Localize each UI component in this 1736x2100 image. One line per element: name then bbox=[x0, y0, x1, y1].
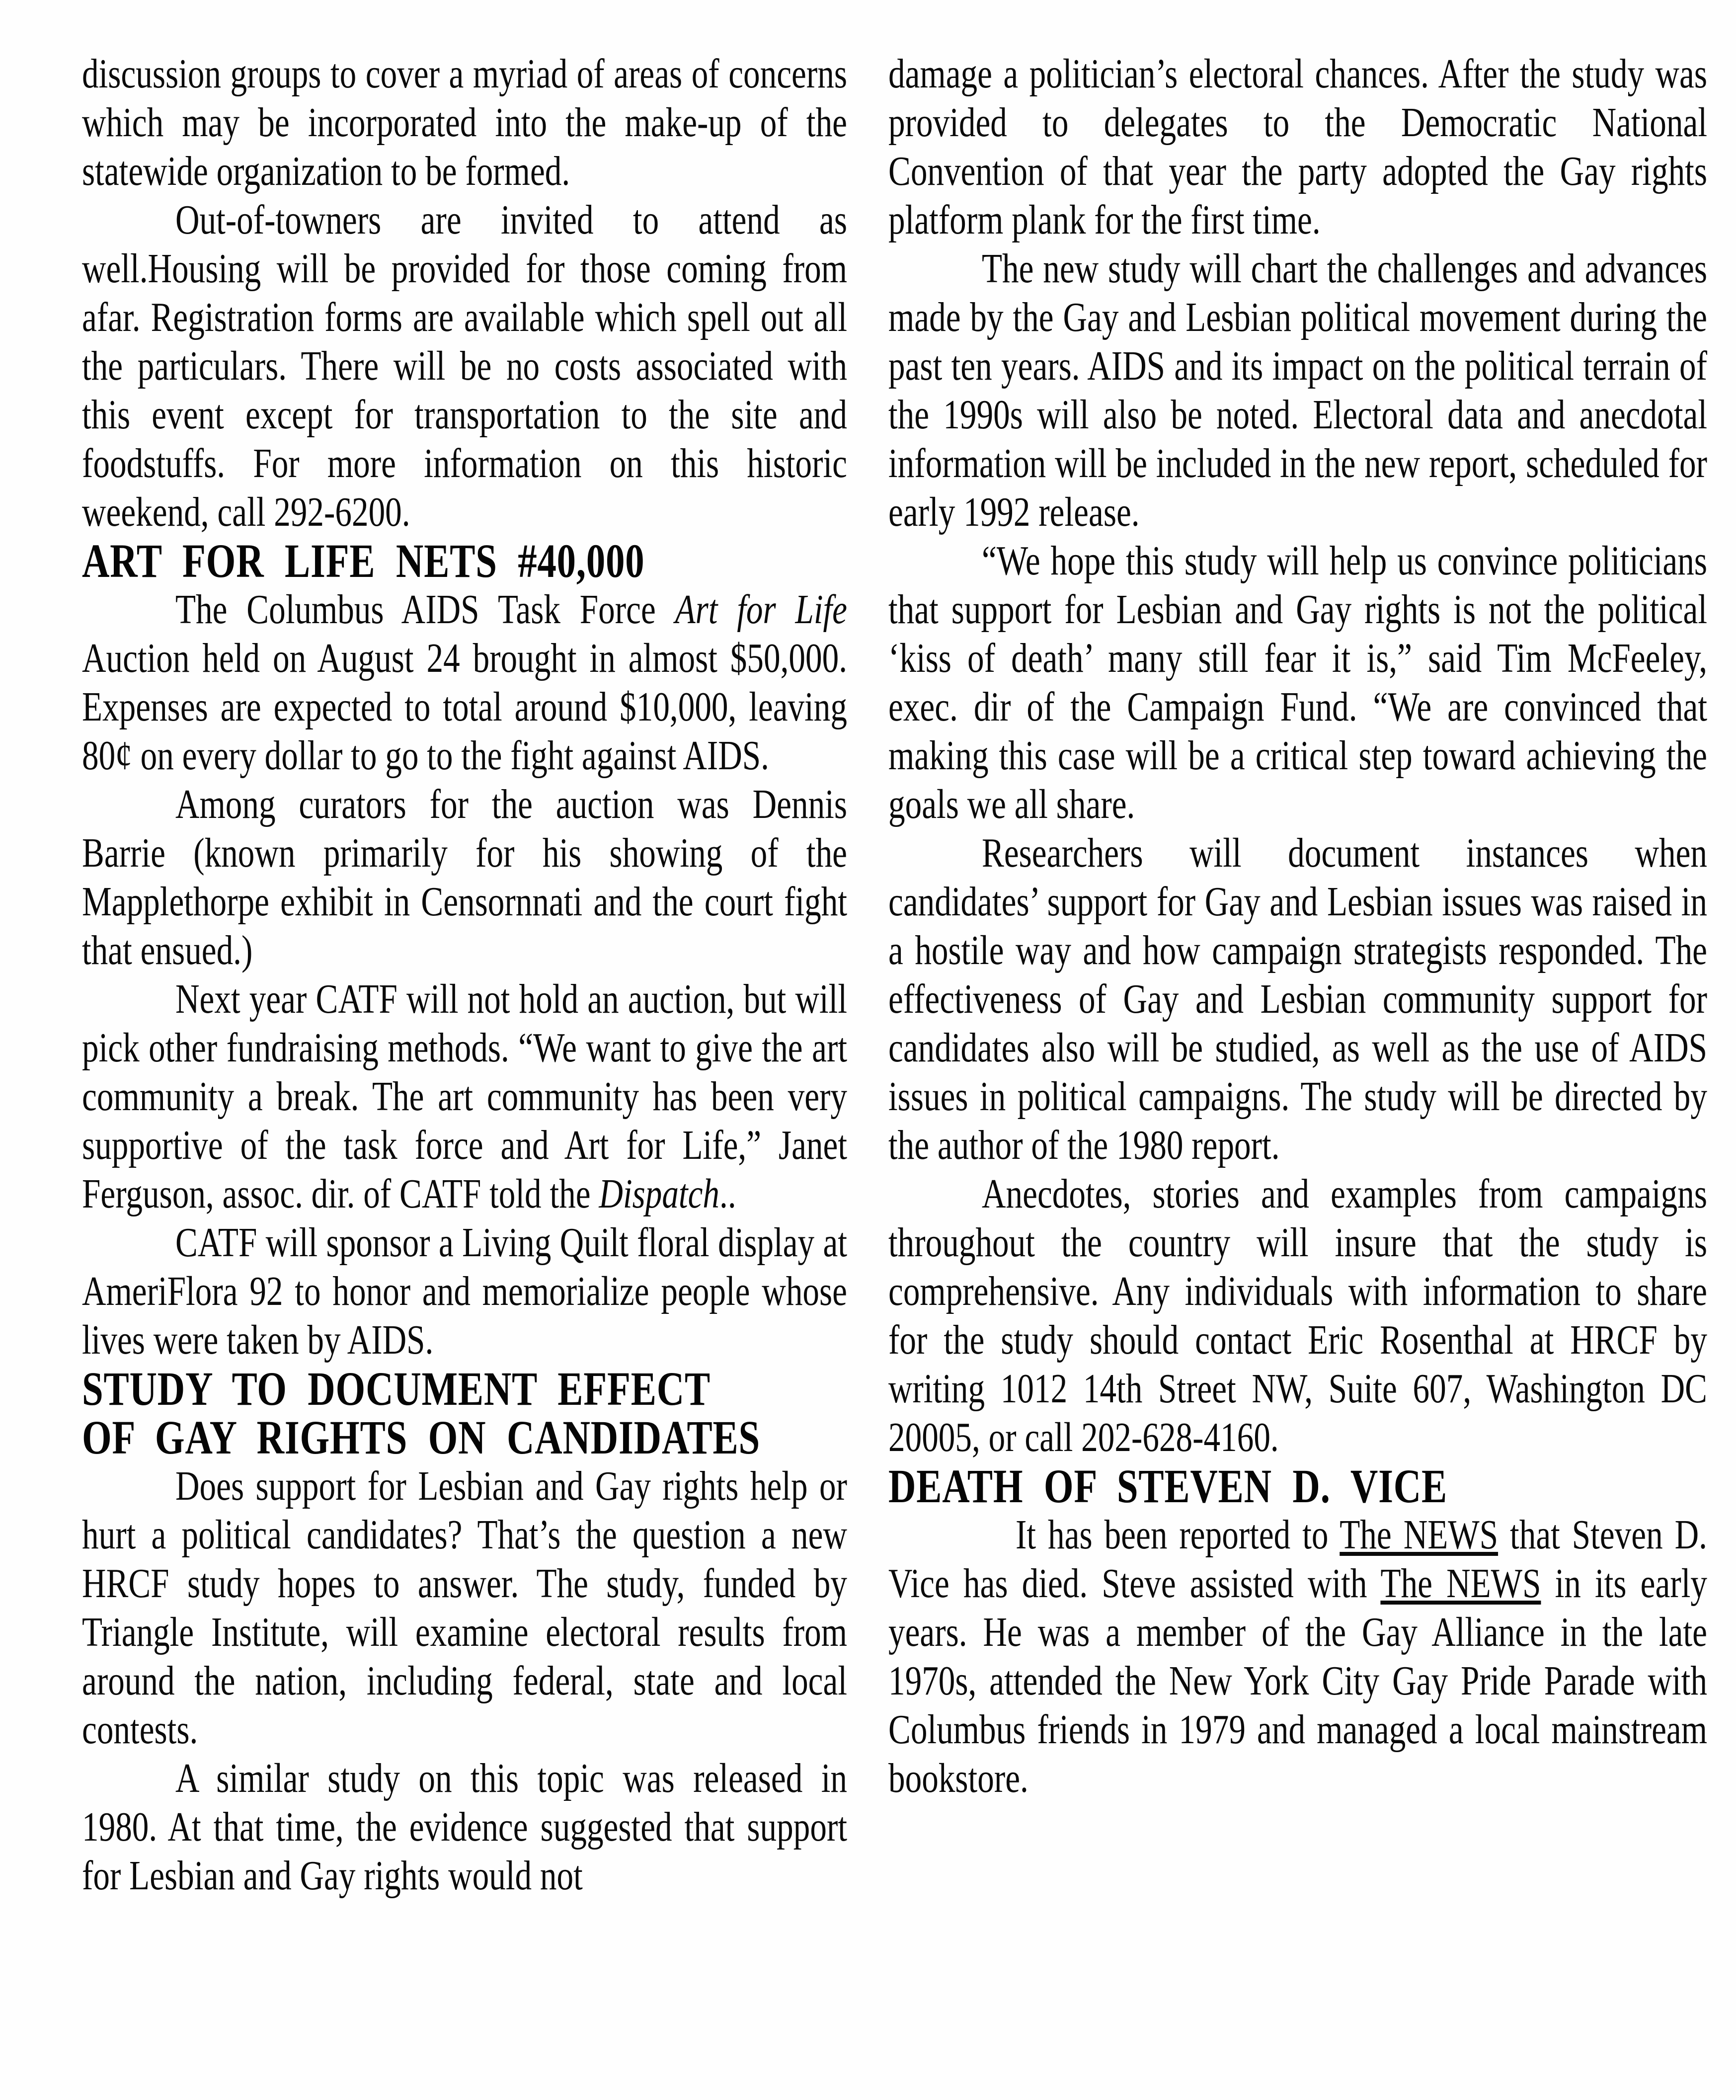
text-segment: Researchers will document instances when candidates’ support for Gay and Lesbian issues was raised in a hostile way and how campaign strategists responded. The effectiveness of Gay and Lesbian community support for candidates also will be studied, as well as the use of AIDS issues in political campaigns. The study will be directed by the author of the 1980 report. bbox=[888, 830, 1707, 1168]
paragraph bbox=[82, 1462, 847, 1754]
right-column-content bbox=[888, 50, 1707, 1803]
text-segment: that Steven D. Vice has died. Steve assisted with bbox=[888, 1512, 1707, 1607]
text-segment: It has been reported to bbox=[1016, 1512, 1340, 1558]
text-segment: in its early years. He was a member of the Gay Alliance in the late 1970s, attended the New York City Gay Pride Parade with Columbus friends in 1979 and managed a local mainstream bookstore. bbox=[888, 1560, 1707, 1801]
text-segment: “We hope this study will help us convince politicians that support for Lesbian and Gay rights is not the political ‘kiss of death’ many still fear it is,” said Tim McFeeley, exec. dir of the Campaign Fund. “We are convinced that making this case will be a critical step toward achieving the goals we all share. bbox=[888, 538, 1707, 827]
paragraph bbox=[82, 780, 847, 975]
section-heading bbox=[888, 1459, 1707, 1513]
paragraph bbox=[888, 537, 1707, 829]
text-segment: Among curators for the auction was Dennis Barrie (known primarily for his showing of the Mapplethorpe exhibit in Censornnati and the court fight that ensued.) bbox=[82, 781, 847, 973]
paragraph bbox=[82, 1754, 847, 1900]
section-heading-line: DEATH OF STEVEN D. VICE bbox=[888, 1459, 1448, 1513]
paragraph bbox=[888, 50, 1707, 244]
text-segment: The NEWS bbox=[1380, 1560, 1541, 1607]
text-segment: Art for Life bbox=[675, 586, 847, 633]
text-segment: Does support for Lesbian and Gay rights help or hurt a political candidates? That’s the question a new HRCF study hopes to answer. The study, funded by Triangle Institute, will examine electoral results from around the nation, including federal, state and local contests. bbox=[82, 1463, 847, 1753]
section-heading bbox=[82, 534, 847, 587]
text-segment: damage a politician’s electoral chances. After the study was provided to delegates to the Democratic National Convention of that year the party adopted the Gay rights platform plank for the first time. bbox=[888, 51, 1707, 243]
paragraph bbox=[888, 1170, 1707, 1462]
text-segment: The Columbus AIDS Task Force bbox=[175, 586, 675, 633]
right-column bbox=[888, 50, 1708, 1803]
text-segment: Anecdotes, stories and examples from campaigns throughout the country will insure that the study is comprehensive. Any individuals with information to share for the study should contact Eric Rosenthal at HRCF by writing 1012 14th Street NW, Suite 607, Washington DC 20005, or call 202-628-4160. bbox=[888, 1171, 1707, 1460]
section-heading-line: ART FOR LIFE NETS #40,000 bbox=[82, 534, 645, 587]
text-segment: Dispatch bbox=[599, 1171, 720, 1217]
paragraph bbox=[888, 244, 1707, 537]
section-heading-line: STUDY TO DOCUMENT EFFECT bbox=[82, 1362, 711, 1415]
text-segment: The NEWS bbox=[1340, 1512, 1499, 1558]
text-segment: Next year CATF will not hold an auction, but will pick other fundraising methods. “We want to give the art community a break. The art community has been very supportive of the task force and Art for Life,” Janet Ferguson, assoc. dir. of CATF told the bbox=[82, 976, 847, 1217]
paragraph bbox=[82, 196, 847, 537]
section-heading-line: OF GAY RIGHTS ON CANDIDATES bbox=[82, 1411, 761, 1464]
paragraph bbox=[888, 1511, 1707, 1803]
text-segment: The new study will chart the challenges and advances made by the Gay and Lesbian political movement during the past ten years. AIDS and its impact on the political terrain of the 1990s will also be noted. Electoral data and anecdotal information will be included in the new report, scheduled for early 1992 release. bbox=[888, 245, 1707, 535]
left-column bbox=[82, 50, 847, 1900]
left-column-content bbox=[82, 50, 847, 1900]
paragraph bbox=[82, 50, 847, 196]
text-segment: CATF will sponsor a Living Quilt floral display at AmeriFlora 92 to honor and memorialize people whose lives were taken by AIDS. bbox=[82, 1219, 847, 1363]
text-segment: .. bbox=[719, 1171, 736, 1217]
paragraph bbox=[888, 829, 1707, 1170]
text-segment: Auction held on August 24 brought in almost $50,000. Expenses are expected to total around $10,000, leaving 80¢ on every dollar to go to the fight against AIDS. bbox=[82, 635, 847, 779]
paragraph bbox=[82, 1218, 847, 1365]
section-heading bbox=[82, 1362, 847, 1464]
text-segment: A similar study on this topic was released in 1980. At that time, the evidence suggested that support for Lesbian and Gay rights would not bbox=[82, 1755, 847, 1899]
paragraph bbox=[82, 585, 847, 780]
paragraph bbox=[82, 975, 847, 1218]
text-segment: Out-of-towners are invited to attend as well.Housing will be provided for those coming from afar. Registration forms are available which spell out all the particulars. There will be no costs associated with this event except for transportation to the site and foodstuffs. For more information on this historic weekend, call 292-6200. bbox=[82, 197, 847, 535]
text-segment: discussion groups to cover a myriad of areas of concerns which may be incorporated into the make-up of the statewide organization to be formed. bbox=[82, 51, 847, 194]
